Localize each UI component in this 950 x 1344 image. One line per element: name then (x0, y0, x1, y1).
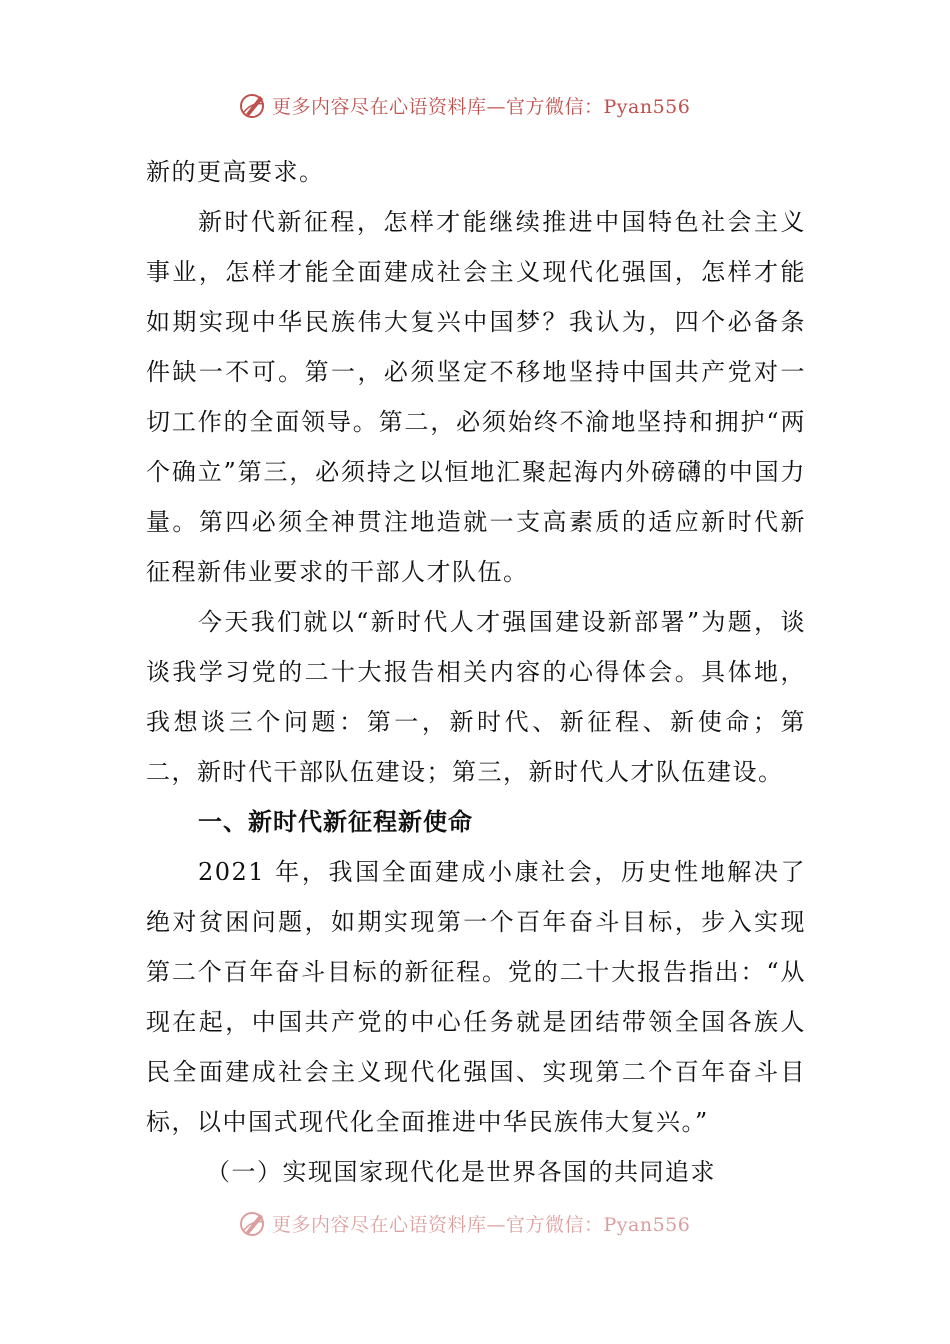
paragraph: 2021 年，我国全面建成小康社会，历史性地解决了绝对贫困问题，如期实现第一个百年奋斗目标，步入实现第二个百年奋斗目标的新征程。党的二十大报告指出：“从现在起，中国共产党的中心任务就是团结带领全国各族人民全面建成社会主义现代化强国、实现第二个百年奋斗目标，以中国式现代化全面推进中华民族伟大复兴。” (146, 858, 806, 1136)
pen-logo-icon (238, 1208, 268, 1238)
subsection-heading: （一）实现国家现代化是世界各国的共同追求 (206, 1158, 716, 1186)
watermark-text: 更多内容尽在心语资料库—官方微信：Pyan556 (272, 1214, 691, 1236)
paragraph: 新时代新征程，怎样才能继续推进中国特色社会主义事业，怎样才能全面建成社会主义现代化强国，怎样才能如期实现中华民族伟大复兴中国梦？我认为，四个必备条件缺一不可。第一，必须坚定不移地坚持中国共产党对一切工作的全面领导。第二，必须始终不渝地坚持和拥护“两个确立”第三，必须持之以恒地汇聚起海内外磅礴的中国力量。第四必须全神贯注地造就一支高素质的适应新时代新征程新伟业要求的干部人才队伍。 (146, 208, 806, 586)
pen-logo-icon (238, 90, 268, 120)
watermark-text: 更多内容尽在心语资料库—官方微信：Pyan556 (272, 96, 691, 118)
paragraph: 今天我们就以“新时代人才强国建设新部署”为题，谈谈我学习党的二十大报告相关内容的心得体会。具体地，我想谈三个问题：第一，新时代、新征程、新使命；第二，新时代干部队伍建设；第三，新时代人才队伍建设。 (146, 608, 806, 786)
paragraph: 新的更高要求。 (146, 158, 325, 186)
section-heading: 一、新时代新征程新使命 (198, 808, 473, 836)
footer-watermark (0, 1204, 950, 1244)
header-watermark (0, 86, 950, 126)
document-body (146, 147, 806, 1197)
